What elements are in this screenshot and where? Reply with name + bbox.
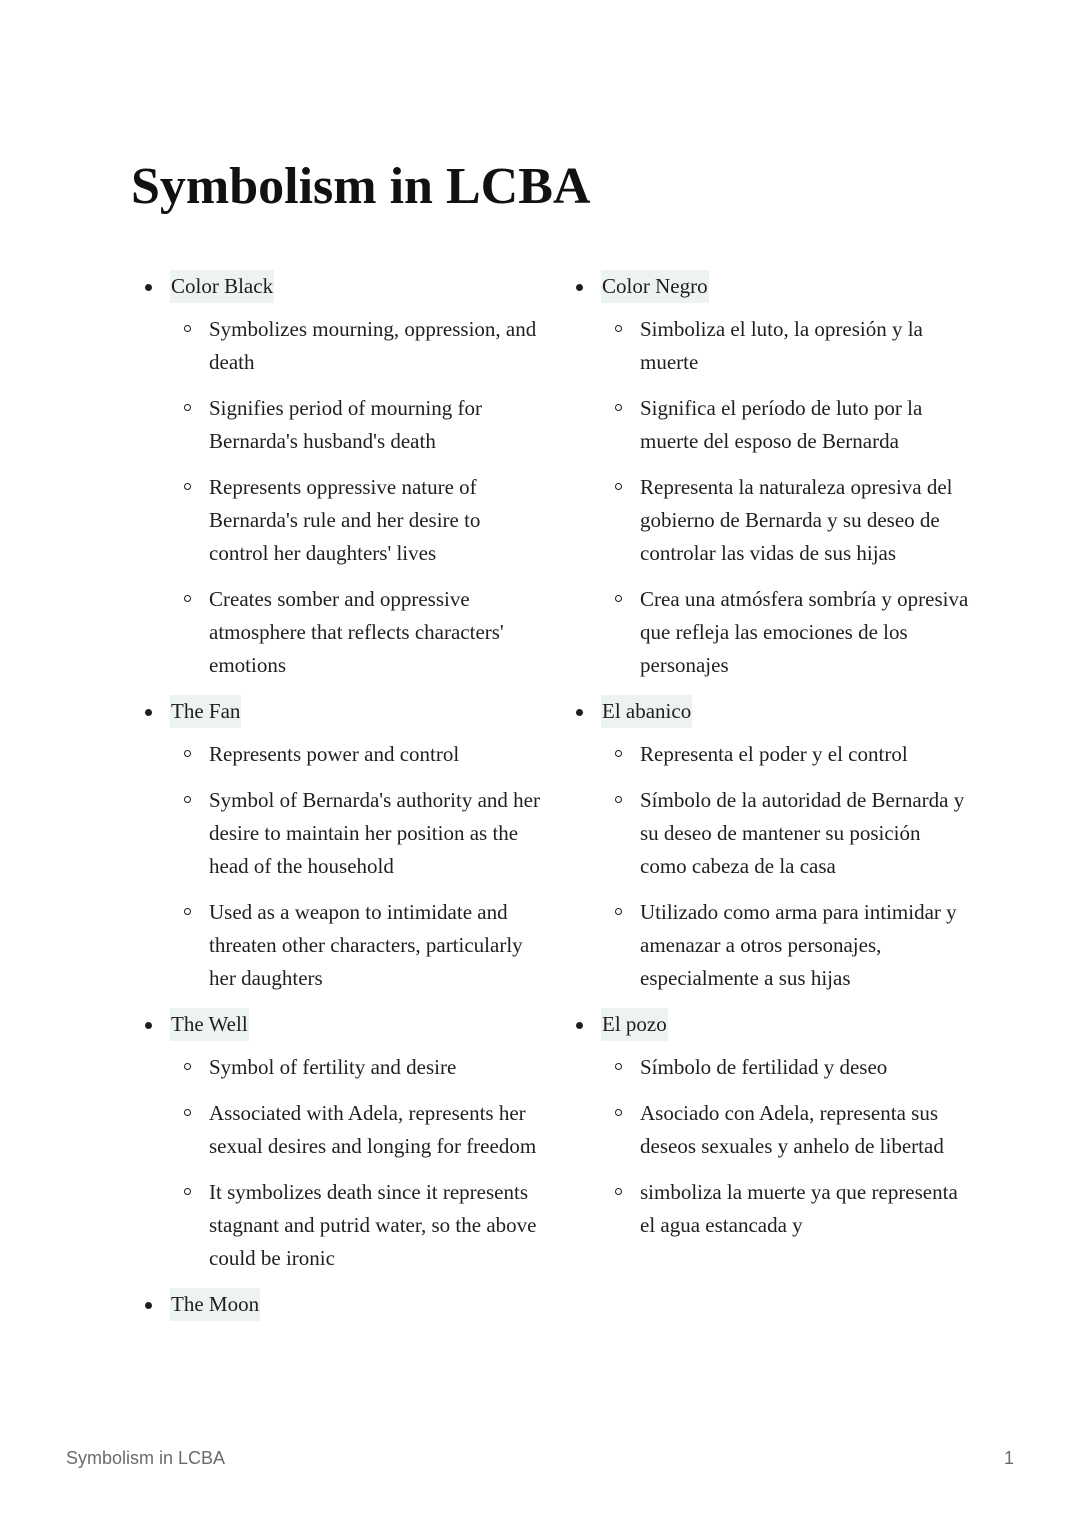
footer-doc-title: Symbolism in LCBA: [66, 1448, 226, 1468]
topic-el-abanico: [571, 695, 971, 995]
list-item: Símbolo de la autoridad de Bernarda y su deseo de mantener su posición como cabeza de la casa: [601, 784, 971, 883]
list-item: Asociado con Adela, representa sus deseos sexuales y anhelo de libertad: [601, 1097, 971, 1163]
list-item: Crea una atmósfera sombría y opresiva que refleja las emociones de los personajes: [601, 583, 971, 682]
list-item: Symbolizes mourning, oppression, and death: [170, 313, 540, 379]
topic-label: El abanico: [601, 695, 692, 728]
point-list: [170, 313, 540, 682]
list-item: Represents power and control: [170, 738, 540, 771]
topic-the-well: [140, 1008, 540, 1275]
point-list: [170, 738, 540, 995]
list-item: Utilizado como arma para intimidar y amenazar a otros personajes, especialmente a sus hijas: [601, 896, 971, 995]
list-item: Symbol of Bernarda's authority and her desire to maintain her position as the head of the household: [170, 784, 540, 883]
list-item: It symbolizes death since it represents stagnant and putrid water, so the above could be ironic: [170, 1176, 540, 1275]
list-item: Associated with Adela, represents her sexual desires and longing for freedom: [170, 1097, 540, 1163]
point-list: [601, 313, 971, 682]
spanish-topic-list: [571, 270, 971, 1242]
list-item: Used as a weapon to intimidate and threaten other characters, particularly her daughters: [170, 896, 540, 995]
point-list: [601, 738, 971, 995]
list-item: Símbolo de fertilidad y deseo: [601, 1051, 971, 1084]
topic-color-negro: [571, 270, 971, 682]
point-list: [170, 1051, 540, 1275]
point-list: [601, 1051, 971, 1242]
list-item: Represents oppressive nature of Bernarda's rule and her desire to control her daughters' lives: [170, 471, 540, 570]
list-item: Symbol of fertility and desire: [170, 1051, 540, 1084]
page-title: Symbolism in LCBA: [131, 158, 591, 215]
topic-el-pozo: [571, 1008, 971, 1242]
topic-label: Color Negro: [601, 270, 709, 303]
topic-label: The Moon: [170, 1288, 260, 1321]
footer-page-number: 1: [1003, 1448, 1014, 1468]
list-item: Significa el período de luto por la muerte del esposo de Bernarda: [601, 392, 971, 458]
topic-label: El pozo: [601, 1008, 668, 1041]
list-item: Signifies period of mourning for Bernarda's husband's death: [170, 392, 540, 458]
english-column: [140, 270, 540, 1333]
topic-color-black: [140, 270, 540, 682]
topic-label: The Well: [170, 1008, 249, 1041]
topic-label: The Fan: [170, 695, 241, 728]
list-item: Representa la naturaleza opresiva del gobierno de Bernarda y su deseo de controlar las vidas de sus hijas: [601, 471, 971, 570]
spanish-column: [571, 270, 971, 1255]
topic-the-moon: [140, 1288, 540, 1321]
topic-label: Color Black: [170, 270, 274, 303]
list-item: Representa el poder y el control: [601, 738, 971, 771]
topic-the-fan: [140, 695, 540, 995]
list-item: simboliza la muerte ya que representa el agua estancada y: [601, 1176, 971, 1242]
english-topic-list: [140, 270, 540, 1321]
list-item: Simboliza el luto, la opresión y la muerte: [601, 313, 971, 379]
list-item: Creates somber and oppressive atmosphere that reflects characters' emotions: [170, 583, 540, 682]
